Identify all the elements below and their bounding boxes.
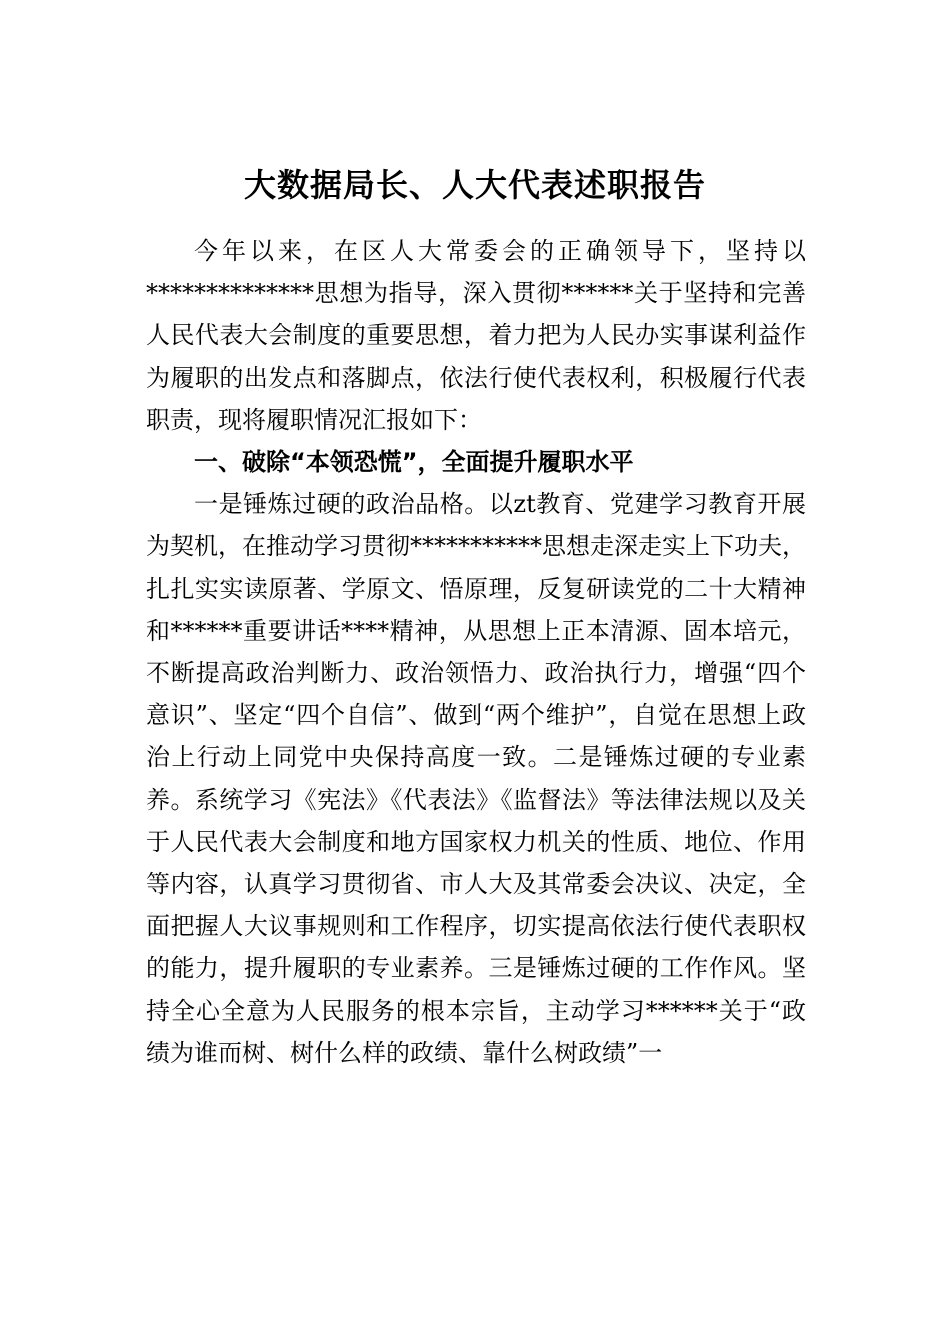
intro-paragraph: 今年以来，在区人大常委会的正确领导下，坚持以**************思想为指导，深入贯彻******关于坚持和完善人民代表大会制度的重要思想，着力把为人民办实事谋利益作为履职的出发点和落脚点，依法行使代表权利，积极履行代表职责，现将履职情况汇报如下： — [146, 237, 806, 434]
document-body — [146, 230, 806, 1074]
document-title: 大数据局长、人大代表述职报告 — [243, 166, 706, 204]
section-heading: 一、破除“本领恐慌”，全面提升履职水平 — [194, 448, 634, 477]
section-paragraph: 一是锤炼过硬的政治品格。以zt教育、党建学习教育开展为契机，在推动学习贯彻***********思想走深走实上下功夫，扎扎实实读原著、学原文、悟原理，反复研读党的二十大精神和******重要讲话****精神，从思想上正本清源、固本培元，不断提高政治判断力、政治领悟力、政治执行力，增强“四个意识”、坚定“四个自信”、做到“两个维护”，自觉在思想上政治上行动上同党中央保持高度一致。二是锤炼过硬的专业素养。系统学习《宪法》《代表法》《监督法》等法律法规以及关于人民代表大会制度和地方国家权力机关的性质、地位、作用等内容，认真学习贯彻省、市人大及其常委会决议、决定，全面把握人大议事规则和工作程序，切实提高依法行使代表职权的能力，提升履职的专业素养。三是锤炼过硬的工作作风。坚持全心全意为人民服务的根本宗旨，主动学习******关于“政绩为谁而树、树什么样的政绩、靠什么树政绩”一 — [146, 490, 806, 1067]
